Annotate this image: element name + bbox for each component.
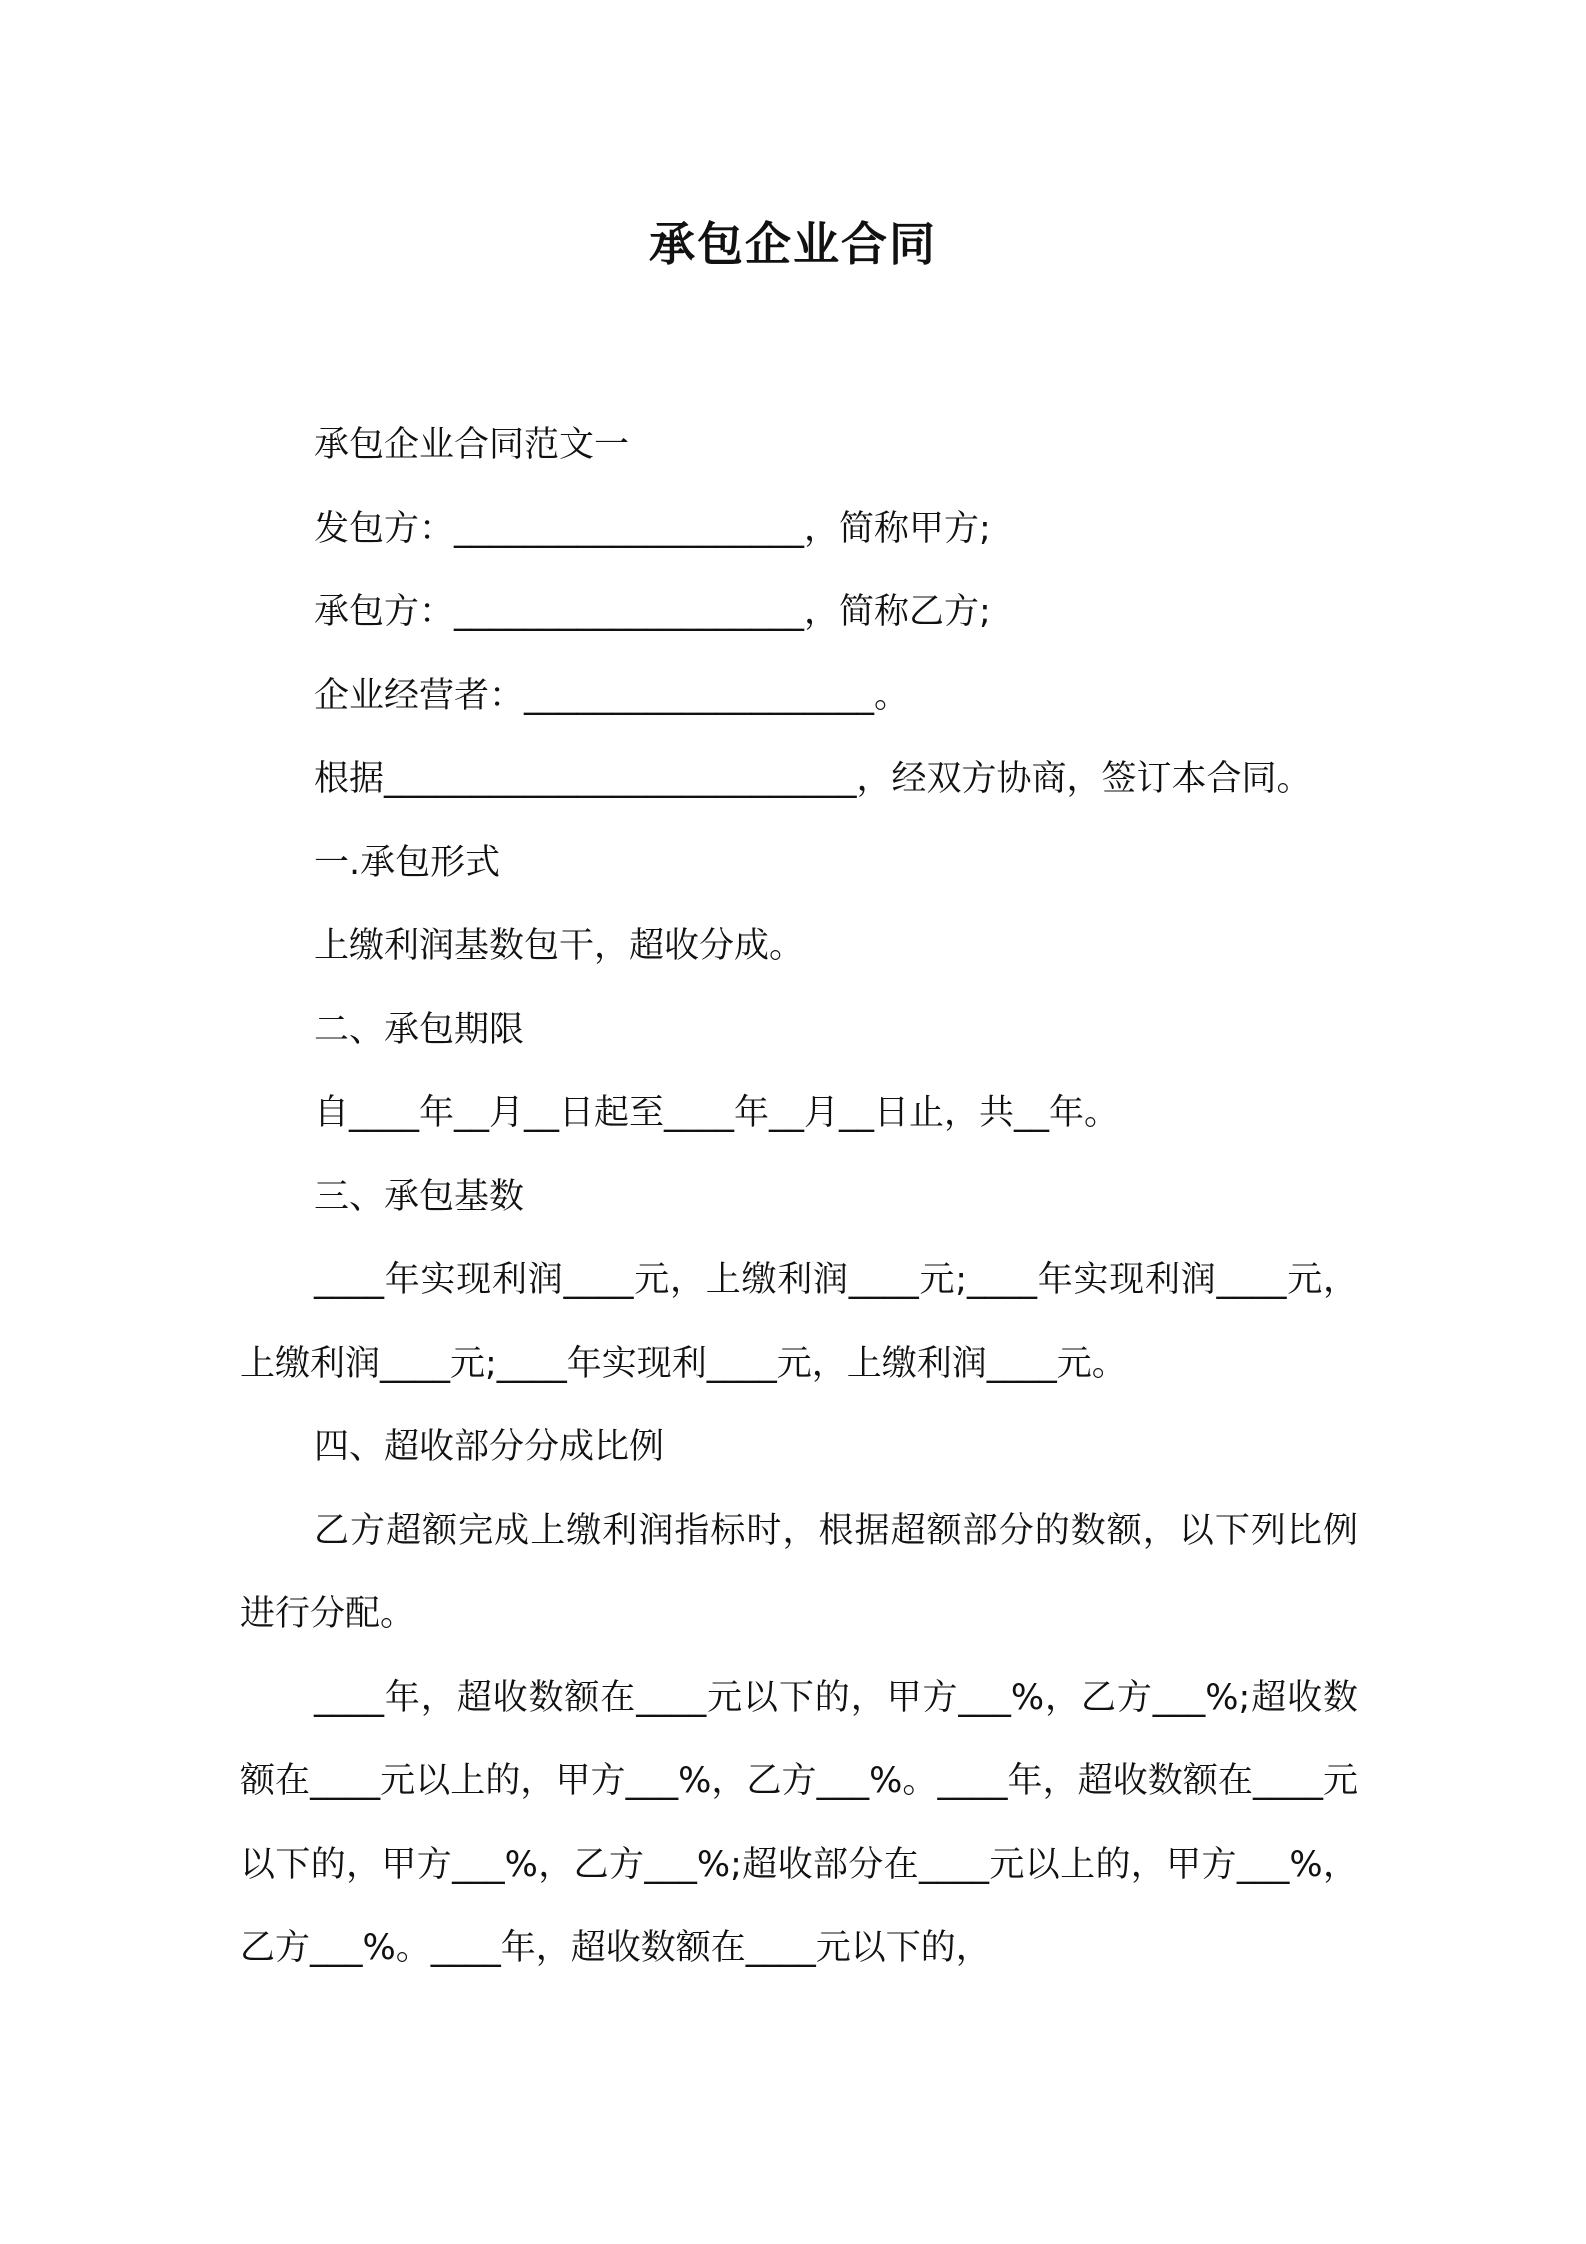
clause-body-term: 自____年__月__日起至____年__月__日止，共__年。: [314, 1093, 1120, 1133]
clause-heading-ratio: 四、超收部分分成比例: [314, 1427, 665, 1467]
basis-line: 根据___________________________，经双方协商，签订本合同。: [314, 759, 1312, 799]
clause-body-ratio-detail: ____年，超收数额在____元以下的，甲方___%，乙方___%;超收数额在____元以上的，甲方___%，乙方___%。____年，超收数额在____元以下的，甲方___%，乙方___%;超收部分在____元以上的，甲方___%，乙方___%。____年，超收数额在____元以下的，: [240, 1677, 1358, 1968]
clause-body-form: 上缴利润基数包干，超收分成。: [314, 926, 805, 966]
clause-heading-term: 二、承包期限: [314, 1009, 525, 1050]
document-title: 承包企业合同: [649, 217, 937, 271]
clause-body-ratio-intro: 乙方超额完成上缴利润指标时，根据超额部分的数额，以下列比例进行分配。: [240, 1510, 1358, 1634]
operator-line: 企业经营者：____________________。: [314, 675, 910, 716]
party-a-line: 发包方：____________________，简称甲方;: [314, 508, 991, 549]
clause-heading-form: 一.承包形式: [314, 842, 501, 883]
party-b-line: 承包方：____________________，简称乙方;: [314, 592, 991, 632]
clause-body-base: ____年实现利润____元，上缴利润____元;____年实现利润____元，上缴利润____元;____年实现利____元，上缴利润____元。: [240, 1260, 1358, 1384]
clause-heading-base: 三、承包基数: [314, 1176, 525, 1217]
section-heading-sample-one: 承包企业合同范文一: [314, 425, 630, 465]
document-body: [240, 404, 1358, 1991]
